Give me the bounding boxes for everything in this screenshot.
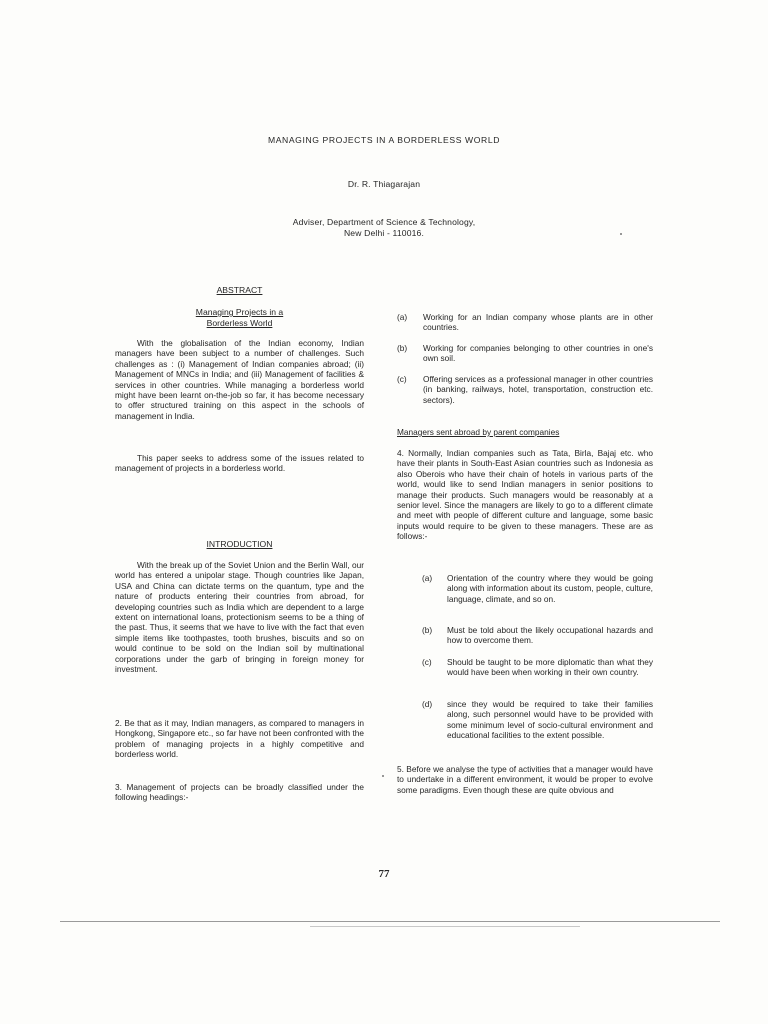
scan-speck [382,775,384,777]
abstract-paragraph-2: This paper seeks to address some of the issues related to management of projects in a borderless world. [115,453,364,474]
list-item-label: (c) [397,374,407,384]
paper-title: MANAGING PROJECTS IN A BORDERLESS WORLD [267,135,501,145]
affiliation-line-1: Adviser, Department of Science & Technology, [292,217,476,227]
abstract-paragraph-1: With the globalisation of the Indian economy, Indian managers have been subject to a number of challenges. Such challenges as : (i) Management of Indian companies abroad; (ii) Management of MNCs in India; and (iii) Management of facilities & services in other countries. While managing a borderless world might have been learnt on-the-job so far, it has become necessary to offer structured training on this aspect in the schools of management in India. [115,338,364,421]
list-item-text: Must be told about the likely occupational hazards and how to overcome them. [447,625,653,646]
abstract-subtitle-line-2: Borderless World [206,318,273,328]
list-item-text: Offering services as a professional manager in other countries (in banking, railways, hotel, transportation, construction etc. sectors). [423,374,653,405]
list-item-label: (b) [422,625,433,635]
list-item-text: since they would be required to take their families along, such personnel would have to be provided with some minimum level of socio-cultural environment and educational facilities to the extent possible. [447,699,653,741]
author-name: Dr. R. Thiagarajan [347,179,421,189]
list-item-label: (d) [422,699,433,709]
abstract-heading: ABSTRACT [216,285,263,295]
paragraph-4: 4. Normally, Indian companies such as Tata, Birla, Bajaj etc. who have their plants in South-East Asian countries such as Indonesia as also Oberois who have their chain of hotels in various parts of the world, would like to send Indian managers in senior positions to manage their products. Such managers would be reasonably at a senior level. Since the managers are likely to go to a different climate and meet with people of different culture and language, some basic inputs would require to be given to these managers. These are as follows:- [397,448,653,542]
introduction-paragraph-1: With the break up of the Soviet Union and the Berlin Wall, our world has entered a unipolar stage. Though countries like Japan, USA and China can dictate terms on the quantum, type and the nature of products entering their countries from abroad, for developing countries such as India which are dependent to a large extent on international loans, protectionism seems to be a thing of the past. Thus, it seems that we have to live with the fact that even simple items like toothpastes, tooth brushes, biscuits and so on would continue to be sold on the Indian soil by multinational corporations under the garb of bringing in foreign money for investment. [115,560,364,675]
list-item-label: (a) [422,573,433,583]
scan-rule-line [60,921,720,922]
paragraph-5: 5. Before we analyse the type of activities that a manager would have to undertake in a different environment, it would be proper to evolve some paradigms. Even though these are quite obvious and [397,764,653,795]
list-item-text: Should be taught to be more diplomatic than what they would have been when working in their own country. [447,657,653,678]
list-item-text: Orientation of the country where they would be going along with information about its custom, people, culture, language, climate, and so on. [447,573,653,604]
abstract-subtitle-line-1: Managing Projects in a [195,307,284,317]
scan-rule-line [310,926,580,927]
list-item-text: Working for an Indian company whose plants are in other countries. [423,312,653,333]
affiliation-line-2: New Delhi - 110016. [343,228,425,238]
section-subheading: Managers sent abroad by parent companies [397,427,560,437]
introduction-heading: INTRODUCTION [206,539,273,549]
list-item-label: (b) [397,343,408,353]
list-item-label: (a) [397,312,408,322]
introduction-paragraph-2: 2. Be that as it may, Indian managers, as compared to managers in Hongkong, Singapore etc., so far have not been confronted with the problem of managing projects in a highly competitive and borderless world. [115,718,364,760]
page-number: 77 [378,868,390,880]
scan-speck [620,233,622,235]
introduction-paragraph-3: 3. Management of projects can be broadly classified under the following headings:- [115,782,364,803]
list-item-label: (c) [422,657,432,667]
list-item-text: Working for companies belonging to other countries in one's own soil. [423,343,653,364]
